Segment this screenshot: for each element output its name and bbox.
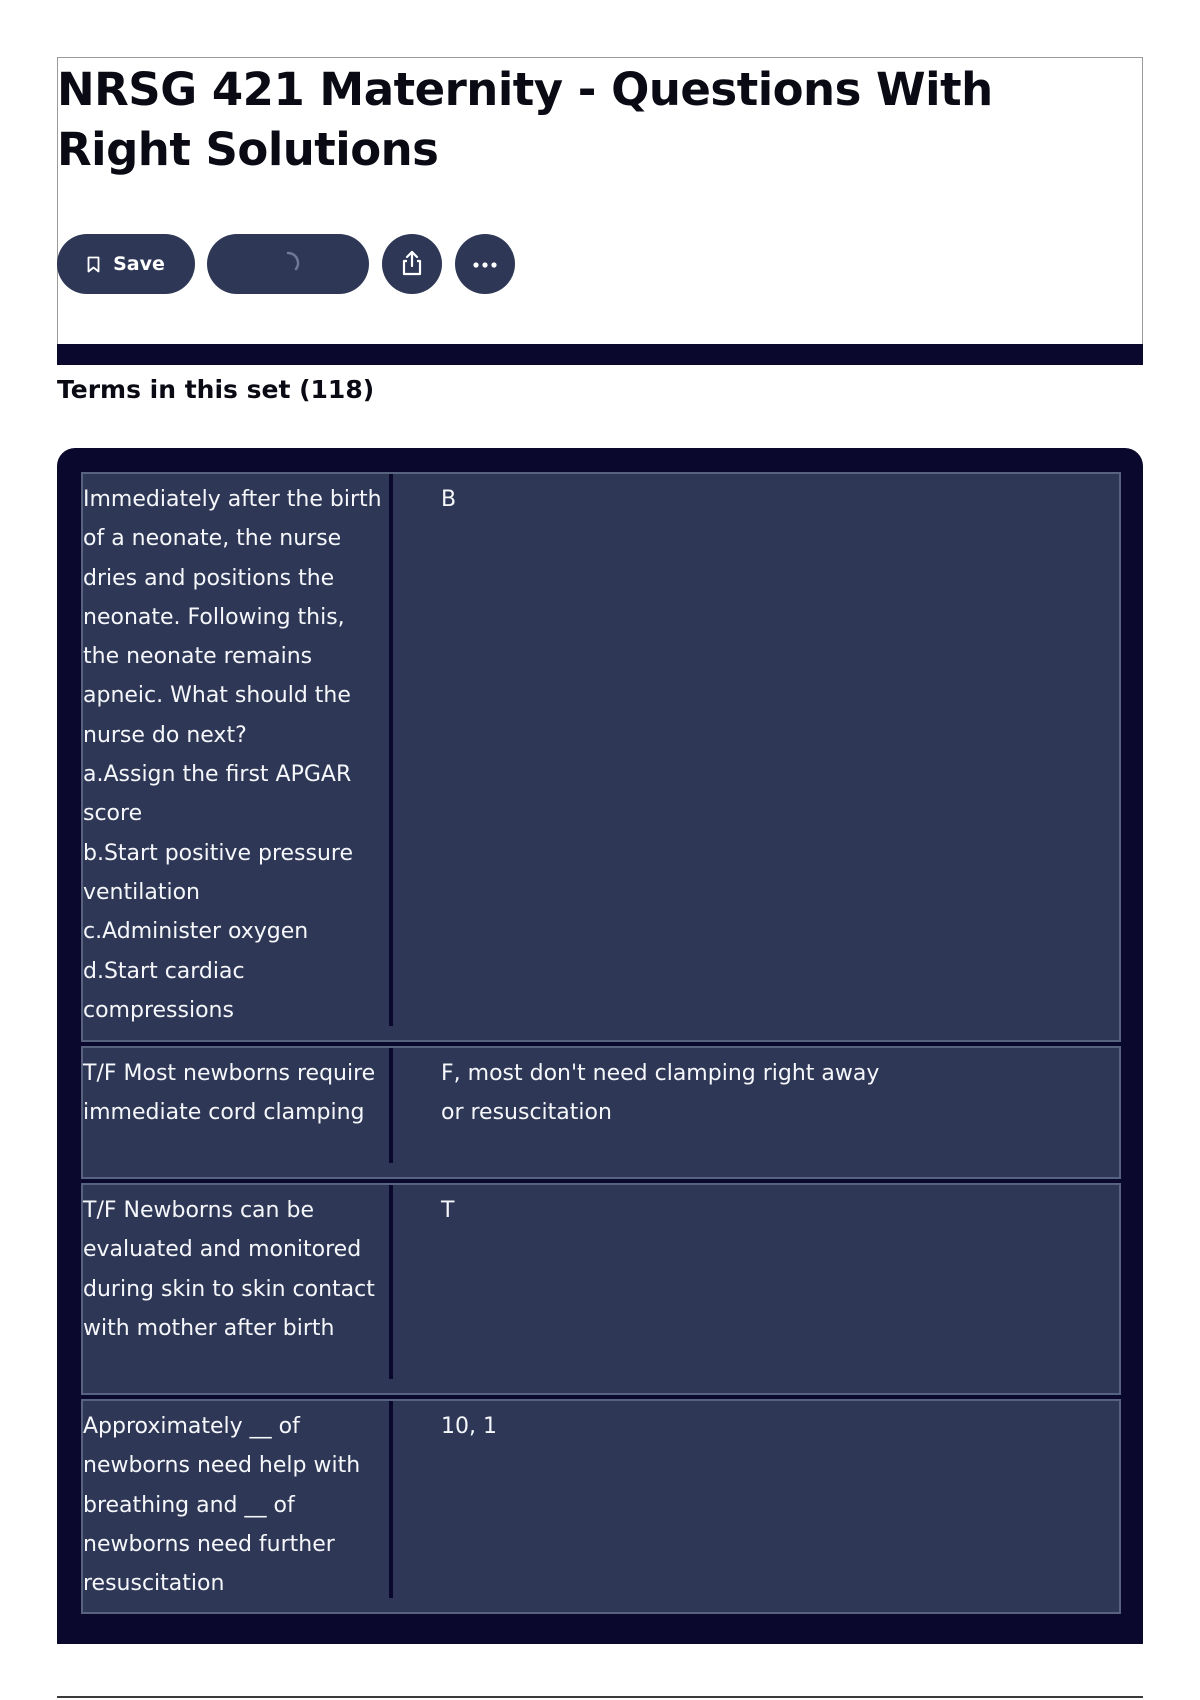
more-options-button[interactable] [455,234,515,294]
term-card[interactable] [81,472,1121,1042]
share-button[interactable] [382,234,442,294]
term-card[interactable] [81,1399,1121,1614]
terms-count-heading: Terms in this set (118) [57,375,375,404]
definition-text: T [441,1198,455,1223]
term-text: T/F Newborns can be evaluated and monitored during skin to skin contact with mother after birth [83,1185,393,1379]
term-card[interactable] [81,1183,1121,1395]
section-divider [57,344,1143,365]
term-card[interactable] [81,1046,1121,1179]
more-horizontal-icon [472,257,498,272]
bookmark-icon [87,256,100,273]
definition-text: 10, 1 [441,1414,497,1439]
term-text: Immediately after the birth of a neonate, the nurse dries and positions the neonate. Following this, the neonate remains apneic. What should the nurse do next? a.Assign the first APGAR score b.Start positive pressure ventilation c.Administer oxygen d.Start cardiac compressions [83,474,393,1026]
definition-text: B [441,487,457,512]
loading-spinner-icon [275,250,301,279]
term-text: Approximately __ of newborns need help with breathing and __ of newborns need further resuscitation [83,1401,393,1598]
loading-button[interactable] [207,234,369,294]
share-icon [399,249,425,280]
page-bottom-divider [57,1696,1143,1698]
term-text: T/F Most newborns require immediate cord clamping [83,1048,393,1163]
page-title: NRSG 421 Maternity - Questions With Right Solutions [57,63,993,176]
save-button[interactable] [57,234,195,294]
term-list [81,472,1121,1614]
save-button-label: Save [113,253,165,275]
definition-text: F, most don't need clamping right away or resuscitation [441,1061,880,1126]
action-bar [57,234,528,294]
